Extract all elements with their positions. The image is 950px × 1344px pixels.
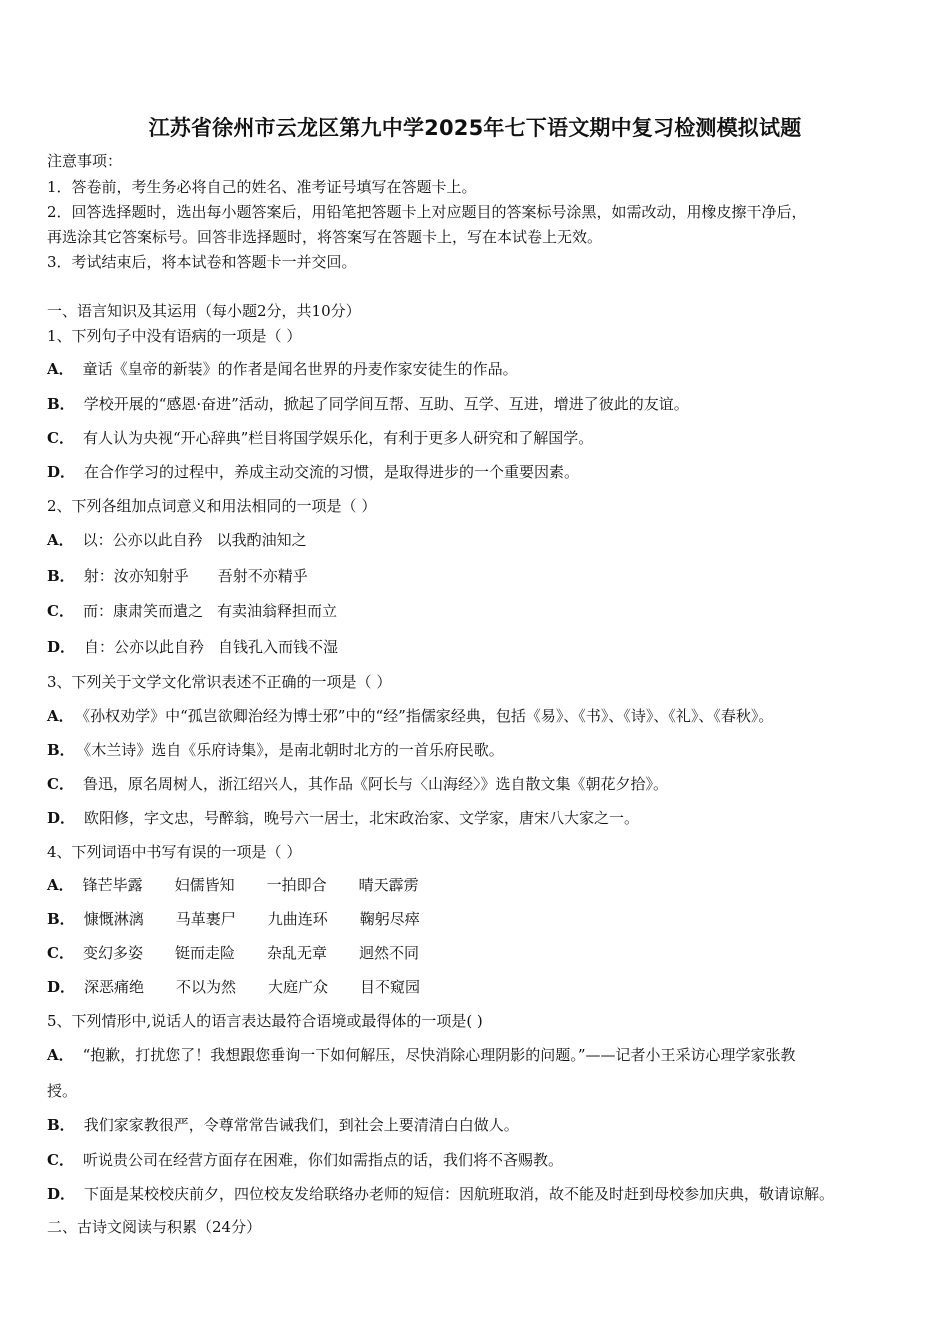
option-label: B． bbox=[47, 395, 75, 413]
option-text: 下面是某校校庆前夕，四位校友发给联络办老师的短信：因航班取消，故不能及时赶到母校参加庆典，敬请谅解。 bbox=[84, 1185, 835, 1203]
q5-option-c bbox=[47, 1150, 563, 1170]
option-text-a: 射：汝亦知射乎 bbox=[83, 567, 189, 585]
option-text: 有人认为央视“开心辞典”栏目将国学娱乐化，有利于更多人研究和了解国学。 bbox=[82, 429, 594, 447]
q5-option-d bbox=[47, 1184, 834, 1204]
option-text-a: 以：公亦以此自矜 bbox=[82, 531, 203, 549]
notice-heading: 注意事项： bbox=[47, 152, 123, 170]
question-stem-2: 2、下列各组加点词意义和用法相同的一项是（ ） bbox=[47, 497, 377, 515]
option-label: A． bbox=[47, 1046, 74, 1064]
option-label: D． bbox=[47, 1185, 76, 1203]
question-stem-4: 4、下列词语中书写有误的一项是（ ） bbox=[47, 843, 302, 861]
option-text: 欧阳修，字文忠，号醉翁，晚号六一居士，北宋政治家、文学家，唐宋八大家之一。 bbox=[84, 809, 640, 827]
option-text-b: 有卖油翁释担而立 bbox=[216, 602, 337, 620]
q1-option-a bbox=[47, 359, 518, 379]
option-text: 鲁迅，原名周树人，浙江绍兴人，其作品《阿长与〈山海经〉》选自散文集《朝花夕拾》。 bbox=[82, 775, 668, 793]
option-text: 授。 bbox=[47, 1082, 78, 1100]
word: 铤而走险 bbox=[174, 944, 235, 962]
option-text: 童话《皇帝的新装》的作者是闻名世界的丹麦作家安徒生的作品。 bbox=[82, 360, 518, 378]
q3-option-a bbox=[47, 706, 773, 726]
option-text-a: 自：公亦以此自矜 bbox=[84, 638, 205, 656]
word: 迥然不同 bbox=[358, 944, 419, 962]
q3-option-b bbox=[47, 740, 504, 760]
option-label: C． bbox=[47, 775, 74, 793]
word: 一拍即合 bbox=[266, 876, 327, 894]
word: 目不窥园 bbox=[360, 978, 421, 996]
option-text-b: 吾射不亦精乎 bbox=[217, 567, 308, 585]
question-stem-1: 1、下列句子中没有语病的一项是（ ） bbox=[47, 327, 302, 345]
question-stem-5: 5、下列情形中,说话人的语言表达最符合语境或最得体的一项是( ) bbox=[47, 1012, 483, 1030]
option-label: A． bbox=[47, 531, 74, 549]
option-label: D． bbox=[47, 809, 76, 827]
word: 晴天霹雳 bbox=[358, 876, 419, 894]
option-label: D． bbox=[47, 463, 76, 481]
option-text: 听说贵公司在经营方面存在困难，你们如需指点的话，我们将不吝赐教。 bbox=[82, 1151, 563, 1169]
option-label: B． bbox=[47, 910, 75, 928]
option-text-b: 以我酌油知之 bbox=[216, 531, 307, 549]
option-label: A． bbox=[47, 876, 74, 894]
word: 不以为然 bbox=[176, 978, 237, 996]
q2-option-d bbox=[47, 637, 338, 657]
q5-option-a-continued bbox=[47, 1081, 77, 1101]
option-label: B． bbox=[47, 1116, 75, 1134]
option-label: B． bbox=[47, 741, 75, 759]
notice-item: 3．考试结束后，将本试卷和答题卡一并交回。 bbox=[47, 253, 357, 271]
q1-option-b bbox=[47, 394, 689, 414]
q5-option-a bbox=[47, 1045, 795, 1065]
option-text: 在合作学习的过程中，养成主动交流的习惯，是取得进步的一个重要因素。 bbox=[84, 463, 580, 481]
section-heading-1: 一、语言知识及其运用（每小题2分，共10分） bbox=[47, 302, 361, 320]
option-text-a: 而：康肃笑而遣之 bbox=[82, 602, 203, 620]
option-label: C． bbox=[47, 1151, 74, 1169]
option-label: A． bbox=[47, 360, 74, 378]
q3-option-d bbox=[47, 808, 639, 828]
option-text-b: 自钱孔入而钱不湿 bbox=[218, 638, 339, 656]
word: 马革裹尸 bbox=[175, 910, 236, 928]
page-title: 江苏省徐州市云龙区第九中学2025年七下语文期中复习检测模拟试题 bbox=[148, 116, 802, 140]
q1-option-d bbox=[47, 462, 579, 482]
notice-item: 再选涂其它答案标号。回答非选择题时，将答案写在答题卡上，写在本试卷上无效。 bbox=[47, 228, 603, 246]
word: 九曲连环 bbox=[267, 910, 328, 928]
option-text: 学校开展的“感恩·奋进”活动，掀起了同学间互帮、互助、互学、互进，增进了彼此的友谊。 bbox=[83, 395, 689, 413]
option-label: A． bbox=[47, 707, 74, 725]
q4-option-d bbox=[47, 977, 420, 997]
option-text: 《木兰诗》选自《乐府诗集》，是南北朝时北方的一首乐府民歌。 bbox=[83, 741, 504, 759]
q2-option-b bbox=[47, 566, 308, 586]
option-text: 我们家家教很严，令尊常常告诫我们，到社会上要清清白白做人。 bbox=[83, 1116, 519, 1134]
q4-option-b bbox=[47, 909, 420, 929]
option-label: C． bbox=[47, 944, 74, 962]
option-label: C． bbox=[47, 429, 74, 447]
word: 深恶痛绝 bbox=[84, 978, 145, 996]
word: 鞠躬尽瘁 bbox=[359, 910, 420, 928]
option-label: C． bbox=[47, 602, 74, 620]
q4-option-a bbox=[47, 875, 419, 895]
option-text: 《孙权劝学》中“孤岂欲卿治经为博士邪”中的“经”指儒家经典，包括《易》、《书》、《诗》、《礼》、《春秋》。 bbox=[82, 707, 774, 725]
word: 大庭广众 bbox=[268, 978, 329, 996]
word: 妇儒皆知 bbox=[174, 876, 235, 894]
q2-option-a bbox=[47, 530, 307, 550]
word: 变幻多姿 bbox=[82, 944, 143, 962]
section-heading-2: 二、古诗文阅读与积累（24分） bbox=[47, 1218, 262, 1236]
word: 杂乱无章 bbox=[266, 944, 327, 962]
q2-option-c bbox=[47, 601, 337, 621]
q3-option-c bbox=[47, 774, 668, 794]
option-label: D． bbox=[47, 638, 76, 656]
notice-item: 2．回答选择题时，选出每小题答案后，用铅笔把答题卡上对应题目的答案标号涂黑，如需改动，用橡皮擦干净后， bbox=[47, 203, 807, 221]
q5-option-b bbox=[47, 1115, 519, 1135]
question-stem-3: 3、下列关于文学文化常识表述不正确的一项是（ ） bbox=[47, 673, 392, 691]
word: 慷慨淋漓 bbox=[83, 910, 144, 928]
notice-item: 1．答卷前，考生务必将自己的姓名、准考证号填写在答题卡上。 bbox=[47, 178, 477, 196]
q1-option-c bbox=[47, 428, 593, 448]
word: 锋芒毕露 bbox=[82, 876, 143, 894]
option-text: “抱歉，打扰您了！我想跟您垂询一下如何解压，尽快消除心理阴影的问题。”——记者小王采访心理学家张教 bbox=[82, 1046, 796, 1064]
option-label: B． bbox=[47, 567, 75, 585]
option-label: D． bbox=[47, 978, 76, 996]
q4-option-c bbox=[47, 943, 419, 963]
